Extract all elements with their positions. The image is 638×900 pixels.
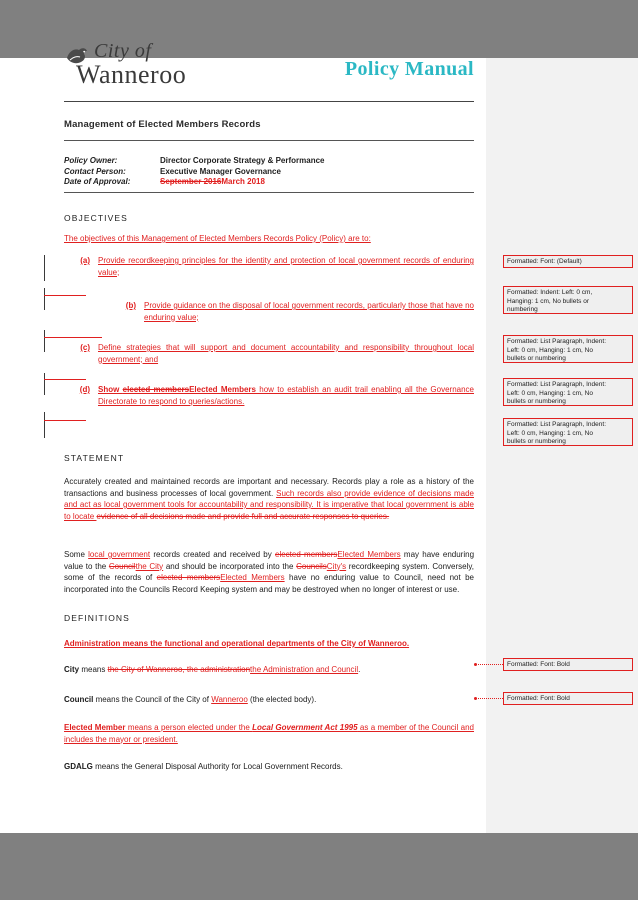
section-heading-statement: STATEMENT [64, 453, 125, 463]
definition-em-act: Local Government Act 1995 [252, 723, 358, 732]
statement-paragraph-1 [64, 476, 474, 522]
comment-leader-line [476, 698, 503, 699]
revision-connector [44, 337, 102, 338]
section-heading-objectives: OBJECTIVES [64, 213, 128, 223]
s2-5: may have enduring value to the [64, 550, 475, 571]
objectives-intro-text: The objectives of this Management of Elected Members Records Policy (Policy) are to: [64, 234, 371, 243]
objective-text: Provide guidance on the disposal of local government records, particularly those that have no enduring value; [144, 301, 474, 322]
s2-13: Elected Members [220, 573, 285, 582]
logo-city-text: City of [94, 40, 152, 62]
meta-row [64, 156, 474, 167]
objective-d-post: how to establish an audit trail enabling all the Governance Directorate to respond to queries/actions. [98, 385, 474, 406]
definition-council-means: means the Council of the City of [93, 695, 212, 704]
definition-em-means: means a person elected under the [125, 723, 253, 732]
comment-box-formatted-3[interactable] [503, 335, 633, 363]
change-bar [44, 288, 45, 310]
logo [64, 42, 244, 94]
meta-label: Contact Person: [64, 166, 126, 176]
s2-6: Council [108, 561, 136, 571]
definition-council-end: (the elected body). [247, 695, 317, 704]
comment-line: Formatted: List Paragraph, Indent: [507, 381, 606, 388]
definition-city [64, 664, 474, 676]
approval-date-deleted: September 2016 [160, 177, 222, 186]
comment-anchor-dot [474, 663, 477, 666]
comment-line: Formatted: Font: (Default) [507, 258, 582, 265]
definition-city-term: City [64, 665, 80, 674]
definition-council-inserted: Wanneroo [211, 695, 248, 704]
s2-1: local government [88, 550, 151, 559]
statement-p1-deleted: evidence of all decisions made and provide full and accurate responses to queries. [96, 511, 390, 521]
change-bar [44, 373, 45, 395]
definition-administration [64, 638, 474, 650]
change-bar [44, 330, 45, 352]
objective-item-d [64, 384, 474, 407]
objective-text: Provide recordkeeping principles for the identity and protection of local government records of enduring value; [98, 256, 474, 277]
page-title: Management of Elected Members Records [64, 119, 261, 130]
definition-city-inserted: the Administration and Council [250, 665, 359, 674]
revision-connector [44, 379, 86, 380]
logo-wanneroo-text: Wanneroo [76, 60, 187, 89]
definition-gdalg-text: means the General Disposal Authority for Local Government Records. [92, 762, 343, 771]
objective-text [98, 384, 474, 407]
definition-council [64, 694, 474, 706]
comment-box-formatted-5[interactable] [503, 418, 633, 446]
revision-connector [44, 420, 86, 421]
definition-council-term: Council [64, 695, 94, 704]
meta-value: Director Corporate Strategy & Performance [160, 156, 325, 165]
objective-item-c [64, 342, 474, 365]
title-divider [64, 140, 474, 141]
section-heading-definitions: DEFINITIONS [64, 613, 130, 623]
comment-line: Formatted: List Paragraph, Indent: [507, 338, 606, 345]
comment-line: Formatted: Font: Bold [507, 695, 570, 702]
comment-line: Formatted: Indent: Left: 0 cm, [507, 289, 593, 296]
comment-anchor-dot [474, 697, 477, 700]
objective-item-a [64, 255, 474, 278]
definition-city-deleted: the City of Wanneroo, the administration [107, 665, 251, 674]
s2-12: elected members [156, 573, 221, 582]
header-divider [64, 101, 474, 102]
comment-box-formatted-7[interactable] [503, 692, 633, 705]
definition-em-end: as a member of the Council and includes the mayor or president. [64, 723, 475, 744]
document-header [64, 42, 474, 100]
policy-meta-table [64, 156, 474, 188]
change-bar [44, 255, 45, 281]
objective-marker: (d) [79, 385, 90, 394]
comment-line: Left: 0 cm, Hanging: 1 cm, No [507, 429, 593, 437]
comment-leader-line [476, 664, 503, 665]
definition-gdalg [64, 761, 474, 773]
objective-item-b [64, 300, 474, 323]
comment-line: bullets or numbering [507, 438, 566, 445]
s2-3: elected members [275, 550, 338, 559]
statement-p1-inserted: Such records also provide evidence of decisions made and act as local government tools for accountability and responsibility. It is imperative that local government is able to locate [64, 488, 474, 521]
comment-line: Hanging: 1 cm, No bullets or [507, 297, 590, 305]
comment-line: Left: 0 cm, Hanging: 1 cm, No [507, 346, 593, 354]
s2-8: and should be incorporated into the [163, 561, 297, 571]
meta-row [64, 177, 474, 188]
policy-manual-title: Policy Manual [344, 58, 474, 80]
comment-box-formatted-6[interactable] [503, 658, 633, 671]
comment-box-formatted-1[interactable] [503, 255, 633, 268]
objective-marker: (a) [80, 256, 90, 265]
objective-d-inserted: Elected Members [189, 385, 256, 394]
s2-0: Some [64, 550, 89, 559]
comment-line: Formatted: List Paragraph, Indent: [507, 421, 606, 428]
meta-label: Date of Approval: [64, 177, 131, 186]
s2-4: Elected Members [337, 550, 401, 559]
comment-line: numbering [507, 306, 538, 313]
comment-line: Formatted: Font: Bold [507, 661, 570, 668]
definition-city-end: . [358, 665, 361, 674]
s2-11: recordkeeping system. Conversely, some of the records of [64, 561, 474, 582]
definition-em-term: Elected Member [64, 723, 126, 732]
meta-value: Executive Manager Governance [160, 166, 281, 176]
s2-7: the City [135, 561, 164, 571]
definition-gdalg-term: GDALG [64, 762, 93, 771]
comment-line: bullets or numbering [507, 398, 566, 405]
statement-p1-plain: Accurately created and maintained records are important and necessary. Records play a role as a history of the transactions and business processes of local government. [64, 477, 474, 498]
objective-marker: (b) [125, 301, 136, 310]
comment-box-formatted-2[interactable] [503, 286, 633, 314]
definition-city-means: means [79, 665, 108, 674]
meta-row [64, 167, 474, 178]
definition-administration-text: Administration means the functional and operational departments of the City of Wanneroo. [64, 639, 410, 648]
objectives-intro [64, 233, 474, 245]
change-bar [44, 412, 45, 438]
revision-connector [44, 295, 86, 296]
s2-9: Councils [296, 561, 327, 571]
s2-2: records created and received by [150, 550, 275, 559]
s2-10: City's [326, 561, 347, 571]
comment-line: Left: 0 cm, Hanging: 1 cm, No [507, 389, 593, 397]
objective-marker: (c) [80, 343, 90, 352]
comment-line: bullets or numbering [507, 355, 566, 362]
objective-d-pre: Show [98, 385, 123, 394]
statement-paragraph-2 [64, 549, 474, 595]
objective-text: Define strategies that will support and document accountability and responsibility throughout local government; and [98, 343, 474, 364]
s2-14: have no enduring value to Council, need not be incorporated into the Councils Record Keeping system and may be destroyed when no longer of interest or use. [64, 573, 475, 594]
definition-elected-member [64, 722, 474, 745]
meta-divider [64, 192, 474, 193]
meta-label: Policy Owner: [64, 156, 118, 165]
approval-date-inserted: March 2018 [221, 177, 265, 186]
meta-value-approval-date [160, 177, 474, 188]
objective-d-deleted: elected members [122, 385, 190, 394]
comment-box-formatted-4[interactable] [503, 378, 633, 406]
